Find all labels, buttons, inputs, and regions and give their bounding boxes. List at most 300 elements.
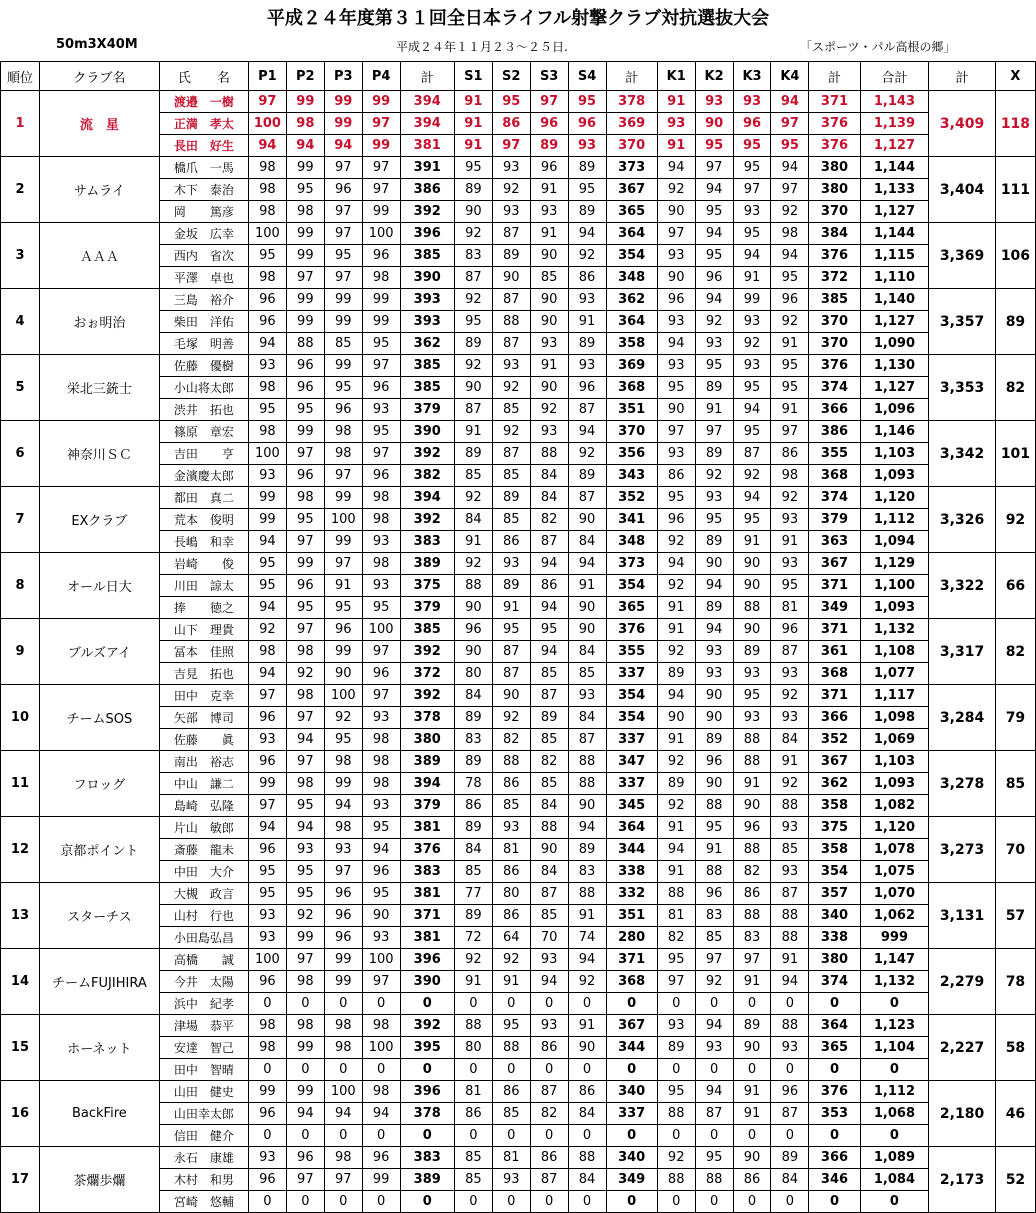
kneeling-score: 97: [695, 157, 733, 179]
x-count: 52: [995, 1147, 1035, 1213]
prone-score: 93: [248, 729, 286, 751]
rank-cell: 13: [1, 883, 40, 949]
kneeling-score: 91: [657, 597, 695, 619]
standing-score: 91: [568, 575, 606, 597]
kneeling-total: 371: [809, 575, 860, 597]
kneeling-score: 88: [657, 1169, 695, 1191]
kneeling-score: 95: [733, 157, 771, 179]
shooter-name: 永石 康雄: [159, 1147, 248, 1169]
standing-score: 91: [530, 355, 568, 377]
kneeling-total: 374: [809, 377, 860, 399]
kneeling-total: 385: [809, 289, 860, 311]
standing-score: 81: [454, 1081, 492, 1103]
team-total: 3,317: [929, 619, 996, 685]
prone-score: 98: [248, 641, 286, 663]
kneeling-total: 370: [809, 201, 860, 223]
individual-total: 1,147: [860, 949, 929, 971]
standing-score: 78: [454, 773, 492, 795]
club-name: 流 星: [39, 91, 159, 157]
kneeling-score: 93: [657, 245, 695, 267]
individual-total: 1,104: [860, 1037, 929, 1059]
standing-total: 367: [606, 1015, 657, 1037]
kneeling-score: 92: [657, 531, 695, 553]
prone-score: 97: [324, 1169, 362, 1191]
standing-score: 86: [492, 773, 530, 795]
prone-score: 91: [324, 575, 362, 597]
prone-score: 0: [362, 1059, 400, 1081]
kneeling-total: 380: [809, 157, 860, 179]
prone-score: 96: [362, 663, 400, 685]
prone-score: 0: [362, 993, 400, 1015]
shooter-name: 西内 省次: [159, 245, 248, 267]
kneeling-score: 93: [733, 355, 771, 377]
standing-score: 92: [530, 399, 568, 421]
prone-total: 381: [400, 817, 454, 839]
kneeling-score: 92: [695, 971, 733, 993]
prone-score: 94: [324, 795, 362, 817]
prone-score: 92: [324, 707, 362, 729]
standing-score: 92: [568, 245, 606, 267]
standing-score: 70: [530, 927, 568, 949]
kneeling-score: 89: [657, 663, 695, 685]
rank-cell: 12: [1, 817, 40, 883]
prone-score: 97: [324, 267, 362, 289]
prone-score: 97: [286, 751, 324, 773]
kneeling-score: 96: [657, 509, 695, 531]
prone-score: 99: [324, 289, 362, 311]
prone-score: 97: [248, 795, 286, 817]
kneeling-total: 371: [809, 91, 860, 113]
kneeling-total: 0: [809, 993, 860, 1015]
kneeling-score: 91: [695, 839, 733, 861]
kneeling-score: 88: [695, 795, 733, 817]
standing-score: 88: [530, 443, 568, 465]
kneeling-score: 89: [695, 531, 733, 553]
club-name: 神奈川ＳＣ: [39, 421, 159, 487]
shooter-name: 田中 智晴: [159, 1059, 248, 1081]
prone-score: 98: [286, 971, 324, 993]
prone-score: 99: [286, 245, 324, 267]
standing-score: 90: [568, 619, 606, 641]
table-row: [1, 883, 1036, 905]
x-count: 79: [995, 685, 1035, 751]
kneeling-total: 376: [809, 135, 860, 157]
standing-score: 88: [568, 773, 606, 795]
kneeling-total: 358: [809, 839, 860, 861]
standing-score: 97: [530, 91, 568, 113]
prone-score: 98: [362, 1081, 400, 1103]
x-count: 92: [995, 487, 1035, 553]
kneeling-total: 374: [809, 487, 860, 509]
shooter-name: 南出 裕志: [159, 751, 248, 773]
standing-score: 90: [492, 267, 530, 289]
prone-score: 90: [324, 663, 362, 685]
shooter-name: 山下 理貴: [159, 619, 248, 641]
prone-score: 97: [362, 641, 400, 663]
standing-score: 91: [454, 91, 492, 113]
standing-score: 86: [492, 113, 530, 135]
standing-score: 88: [568, 1147, 606, 1169]
prone-total: 392: [400, 685, 454, 707]
prone-score: 99: [248, 773, 286, 795]
standing-score: 92: [568, 443, 606, 465]
kneeling-score: 97: [657, 971, 695, 993]
individual-total: 1,093: [860, 773, 929, 795]
prone-score: 93: [248, 1147, 286, 1169]
standing-score: 94: [530, 553, 568, 575]
club-name: スターチス: [39, 883, 159, 949]
standing-score: 94: [568, 817, 606, 839]
kneeling-score: 94: [695, 223, 733, 245]
prone-score: 0: [248, 1059, 286, 1081]
prone-score: 97: [362, 685, 400, 707]
shooter-name: 渡邉 一樹: [159, 91, 248, 113]
kneeling-total: 361: [809, 641, 860, 663]
standing-score: 94: [530, 971, 568, 993]
prone-score: 99: [362, 311, 400, 333]
kneeling-score: 90: [657, 201, 695, 223]
prone-score: 99: [286, 421, 324, 443]
kneeling-score: 94: [695, 1015, 733, 1037]
individual-total: 1,132: [860, 971, 929, 993]
individual-total: 1,103: [860, 443, 929, 465]
kneeling-score: 91: [733, 267, 771, 289]
rank-cell: 2: [1, 157, 40, 223]
kneeling-total: 370: [809, 311, 860, 333]
rank-cell: 1: [1, 91, 40, 157]
kneeling-score: 89: [695, 377, 733, 399]
standing-score: 96: [530, 157, 568, 179]
kneeling-score: 87: [771, 883, 809, 905]
individual-total: 1,120: [860, 487, 929, 509]
results-table: [0, 61, 1036, 1213]
prone-total: 390: [400, 971, 454, 993]
prone-score: 95: [362, 817, 400, 839]
prone-total: 0: [400, 993, 454, 1015]
table-row: [1, 751, 1036, 773]
prone-score: 98: [248, 1037, 286, 1059]
standing-score: 93: [530, 1015, 568, 1037]
prone-score: 99: [324, 91, 362, 113]
standing-total: 348: [606, 267, 657, 289]
standing-score: 96: [454, 619, 492, 641]
standing-score: 95: [492, 619, 530, 641]
col-individual-total-header: 合計: [860, 62, 929, 91]
individual-total: 1,068: [860, 1103, 929, 1125]
standing-score: 86: [492, 905, 530, 927]
prone-score: 98: [324, 1015, 362, 1037]
standing-score: 94: [568, 553, 606, 575]
prone-score: 98: [362, 267, 400, 289]
prone-score: 99: [362, 1169, 400, 1191]
standing-score: 86: [568, 1081, 606, 1103]
standing-score: 89: [568, 157, 606, 179]
standing-score: 86: [530, 1147, 568, 1169]
prone-score: 95: [362, 333, 400, 355]
kneeling-score: 95: [695, 355, 733, 377]
team-total: 2,227: [929, 1015, 996, 1081]
kneeling-score: 95: [695, 135, 733, 157]
standing-score: 89: [492, 245, 530, 267]
kneeling-score: 91: [733, 1081, 771, 1103]
kneeling-score: 90: [695, 553, 733, 575]
shooter-name: 中田 大介: [159, 861, 248, 883]
prone-total: 393: [400, 311, 454, 333]
standing-score: 86: [568, 267, 606, 289]
team-total: 2,279: [929, 949, 996, 1015]
kneeling-score: 95: [771, 135, 809, 157]
prone-score: 98: [248, 179, 286, 201]
x-count: 82: [995, 355, 1035, 421]
prone-total: 394: [400, 113, 454, 135]
standing-score: 90: [454, 377, 492, 399]
standing-score: 88: [568, 751, 606, 773]
standing-total: 338: [606, 861, 657, 883]
kneeling-score: 90: [733, 575, 771, 597]
individual-total: 999: [860, 927, 929, 949]
standing-score: 86: [530, 1037, 568, 1059]
standing-score: 84: [568, 641, 606, 663]
standing-score: 90: [530, 245, 568, 267]
kneeling-score: 95: [657, 1081, 695, 1103]
x-count: 70: [995, 817, 1035, 883]
prone-score: 97: [286, 949, 324, 971]
standing-score: 87: [530, 883, 568, 905]
kneeling-total: 375: [809, 817, 860, 839]
standing-total: 349: [606, 1169, 657, 1191]
prone-score: 98: [248, 421, 286, 443]
prone-score: 99: [286, 927, 324, 949]
kneeling-score: 90: [695, 113, 733, 135]
kneeling-score: 0: [771, 1059, 809, 1081]
standing-score: 82: [492, 729, 530, 751]
kneeling-score: 92: [657, 179, 695, 201]
col-p-total-header: 計: [400, 62, 454, 91]
kneeling-score: 83: [695, 905, 733, 927]
kneeling-score: 95: [657, 949, 695, 971]
prone-total: 390: [400, 421, 454, 443]
prone-total: 396: [400, 223, 454, 245]
prone-score: 95: [362, 883, 400, 905]
kneeling-score: 88: [771, 927, 809, 949]
standing-score: 92: [454, 355, 492, 377]
kneeling-score: 95: [771, 267, 809, 289]
prone-score: 97: [286, 267, 324, 289]
prone-total: 0: [400, 1191, 454, 1213]
table-row: [1, 223, 1036, 245]
table-row: [1, 1147, 1036, 1169]
standing-score: 85: [530, 729, 568, 751]
standing-score: 87: [492, 333, 530, 355]
prone-total: 371: [400, 905, 454, 927]
prone-score: 95: [286, 795, 324, 817]
rank-cell: 8: [1, 553, 40, 619]
kneeling-total: 353: [809, 1103, 860, 1125]
kneeling-score: 88: [657, 883, 695, 905]
kneeling-score: 89: [771, 1147, 809, 1169]
prone-score: 99: [248, 487, 286, 509]
shooter-name: 篠原 章宏: [159, 421, 248, 443]
prone-score: 0: [362, 1191, 400, 1213]
standing-score: 93: [530, 421, 568, 443]
standing-score: 81: [492, 1147, 530, 1169]
prone-score: 94: [248, 333, 286, 355]
individual-total: 1,082: [860, 795, 929, 817]
individual-total: 1,093: [860, 597, 929, 619]
standing-score: 64: [492, 927, 530, 949]
kneeling-score: 88: [771, 905, 809, 927]
prone-total: 389: [400, 553, 454, 575]
kneeling-total: 370: [809, 333, 860, 355]
prone-score: 97: [286, 443, 324, 465]
standing-score: 82: [530, 751, 568, 773]
individual-total: 1,094: [860, 531, 929, 553]
kneeling-total: 371: [809, 685, 860, 707]
kneeling-total: 346: [809, 1169, 860, 1191]
kneeling-score: 84: [771, 729, 809, 751]
team-total: 2,173: [929, 1147, 996, 1213]
standing-score: 88: [568, 883, 606, 905]
prone-score: 97: [362, 157, 400, 179]
standing-score: 0: [454, 1125, 492, 1147]
rank-cell: 11: [1, 751, 40, 817]
kneeling-score: 93: [657, 1015, 695, 1037]
kneeling-score: 90: [695, 707, 733, 729]
kneeling-score: 94: [695, 575, 733, 597]
standing-total: 373: [606, 157, 657, 179]
prone-score: 95: [324, 377, 362, 399]
standing-total: 376: [606, 619, 657, 641]
club-name: 栄北三銃士: [39, 355, 159, 421]
kneeling-score: 91: [657, 729, 695, 751]
standing-score: 84: [530, 861, 568, 883]
individual-total: 1,084: [860, 1169, 929, 1191]
kneeling-score: 92: [695, 465, 733, 487]
x-count: 78: [995, 949, 1035, 1015]
standing-score: 92: [454, 223, 492, 245]
standing-total: 368: [606, 971, 657, 993]
kneeling-score: 92: [695, 311, 733, 333]
kneeling-score: 97: [733, 179, 771, 201]
table-row: [1, 421, 1036, 443]
col-k3-header: K3: [733, 62, 771, 91]
standing-score: 72: [454, 927, 492, 949]
kneeling-score: 92: [771, 685, 809, 707]
kneeling-score: 97: [733, 949, 771, 971]
standing-score: 84: [568, 1103, 606, 1125]
kneeling-total: 372: [809, 267, 860, 289]
kneeling-total: 366: [809, 399, 860, 421]
prone-score: 98: [248, 377, 286, 399]
standing-score: 85: [454, 1169, 492, 1191]
kneeling-total: 384: [809, 223, 860, 245]
kneeling-total: 0: [809, 1191, 860, 1213]
standing-score: 87: [454, 399, 492, 421]
table-row: [1, 157, 1036, 179]
prone-score: 96: [362, 465, 400, 487]
prone-score: 0: [362, 1125, 400, 1147]
kneeling-total: 0: [809, 1059, 860, 1081]
kneeling-score: 97: [657, 223, 695, 245]
standing-score: 91: [454, 421, 492, 443]
rank-cell: 4: [1, 289, 40, 355]
kneeling-score: 90: [695, 773, 733, 795]
kneeling-score: 96: [695, 267, 733, 289]
individual-total: 1,093: [860, 465, 929, 487]
prone-score: 97: [286, 707, 324, 729]
prone-score: 96: [324, 883, 362, 905]
prone-score: 0: [286, 1059, 324, 1081]
standing-total: 0: [606, 1191, 657, 1213]
kneeling-score: 98: [771, 223, 809, 245]
prone-score: 0: [324, 1191, 362, 1213]
prone-score: 0: [248, 1125, 286, 1147]
kneeling-score: 97: [695, 949, 733, 971]
prone-score: 98: [362, 729, 400, 751]
table-row: [1, 1015, 1036, 1037]
kneeling-score: 95: [771, 575, 809, 597]
prone-score: 99: [362, 135, 400, 157]
standing-total: 337: [606, 773, 657, 795]
prone-score: 94: [286, 135, 324, 157]
standing-score: 90: [454, 597, 492, 619]
standing-score: 94: [530, 641, 568, 663]
standing-score: 93: [530, 201, 568, 223]
kneeling-score: 91: [657, 619, 695, 641]
standing-score: 88: [454, 1015, 492, 1037]
shooter-name: 佐藤 優樹: [159, 355, 248, 377]
individual-total: 1,129: [860, 553, 929, 575]
kneeling-score: 0: [657, 1125, 695, 1147]
standing-score: 96: [568, 113, 606, 135]
kneeling-score: 0: [695, 1059, 733, 1081]
kneeling-total: 367: [809, 553, 860, 575]
standing-score: 0: [454, 1191, 492, 1213]
standing-score: 87: [492, 443, 530, 465]
shooter-name: 小山将太郎: [159, 377, 248, 399]
standing-score: 92: [492, 377, 530, 399]
kneeling-score: 83: [733, 927, 771, 949]
prone-score: 98: [286, 641, 324, 663]
kneeling-score: 82: [733, 861, 771, 883]
club-name: サムライ: [39, 157, 159, 223]
standing-total: 355: [606, 641, 657, 663]
standing-score: 89: [568, 333, 606, 355]
col-s1-header: S1: [454, 62, 492, 91]
standing-total: 354: [606, 685, 657, 707]
individual-total: 1,127: [860, 377, 929, 399]
header-row: [1, 62, 1036, 91]
kneeling-score: 91: [733, 971, 771, 993]
kneeling-total: 362: [809, 773, 860, 795]
prone-total: 392: [400, 641, 454, 663]
standing-score: 89: [454, 817, 492, 839]
kneeling-score: 91: [771, 751, 809, 773]
standing-total: 378: [606, 91, 657, 113]
kneeling-score: 93: [733, 91, 771, 113]
standing-score: 92: [492, 179, 530, 201]
kneeling-score: 94: [657, 333, 695, 355]
shooter-name: 信田 健介: [159, 1125, 248, 1147]
kneeling-score: 94: [657, 839, 695, 861]
standing-score: 87: [530, 1169, 568, 1191]
table-row: [1, 91, 1036, 113]
individual-total: 1,112: [860, 1081, 929, 1103]
rank-cell: 9: [1, 619, 40, 685]
prone-total: 392: [400, 443, 454, 465]
kneeling-total: 358: [809, 795, 860, 817]
kneeling-score: 90: [733, 795, 771, 817]
